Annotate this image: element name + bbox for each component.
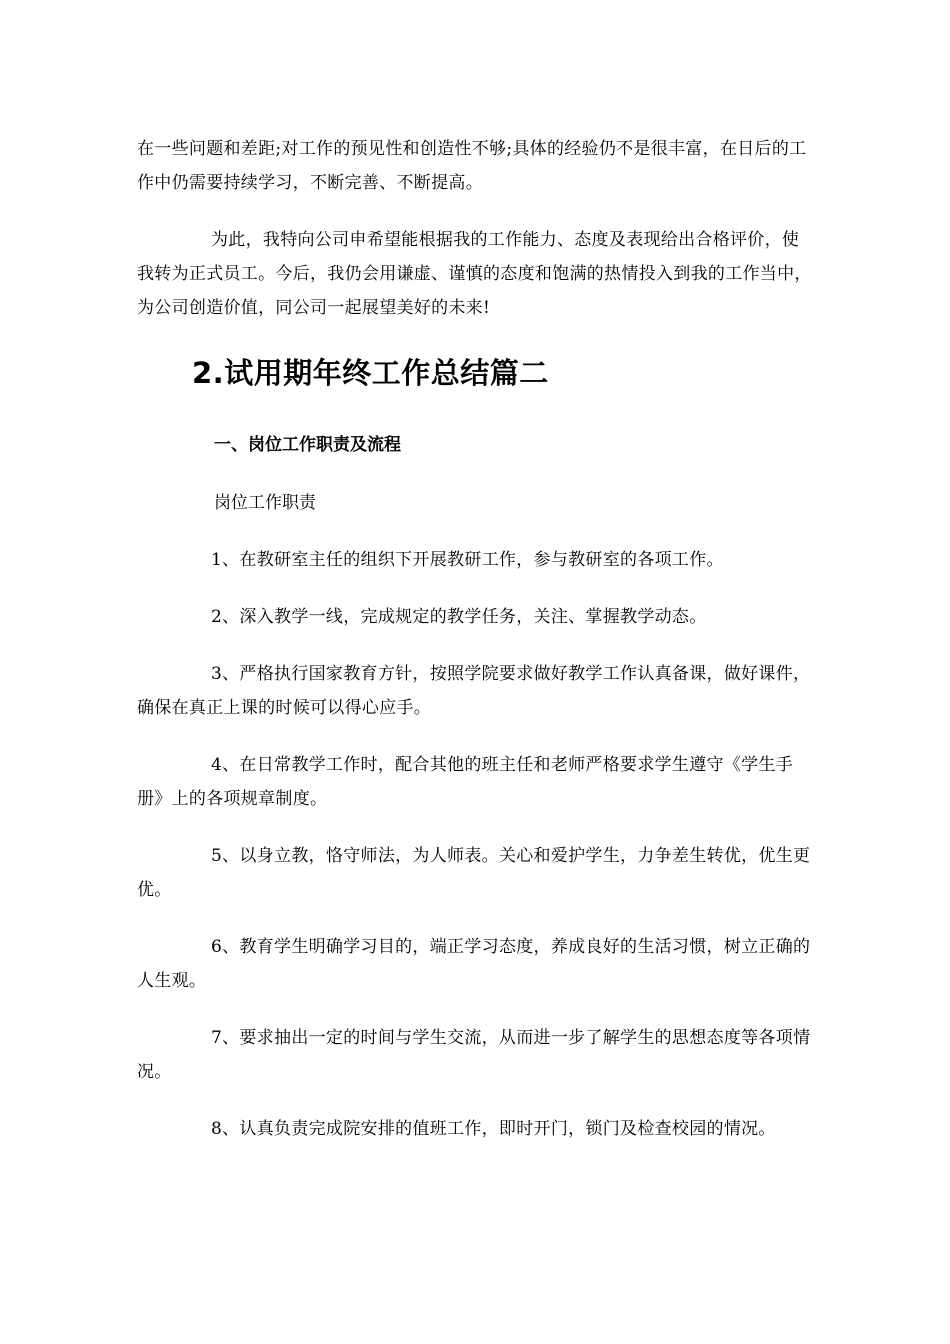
document-body: [137, 132, 813, 1169]
paragraph-request: 为此，我特向公司申希望能根据我的工作能力、态度及表现给出合格评价，使我转为正式员工。今后，我仍会用谦虚、谨慎的态度和饱满的热情投入到我的工作当中，为公司创造价值，同公司一起展望美好的未来!: [137, 230, 812, 318]
list-item: 6、教育学生明确学习目的，端正学习态度，养成良好的生活习惯，树立正确的人生观。: [137, 937, 811, 991]
subheading-duties: 岗位工作职责: [214, 493, 316, 513]
subsection-title: 一、岗位工作职责及流程: [214, 435, 401, 455]
list-item: 1、在教研室主任的组织下开展教研工作，参与教研室的各项工作。: [211, 550, 724, 570]
section-title: 2.试用期年终工作总结篇二: [192, 356, 549, 390]
list-item: 8、认真负责完成院安排的值班工作，即时开门，锁门及检查校园的情况。: [211, 1119, 776, 1139]
list-item: 7、要求抽出一定的时间与学生交流，从而进一步了解学生的思想态度等各项情况。: [137, 1028, 811, 1082]
list-item: 4、在日常教学工作时，配合其他的班主任和老师严格要求学生遵守《学生手册》上的各项规章制度。: [137, 755, 794, 809]
list-item: 2、深入教学一线，完成规定的教学任务，关注、掌握教学动态。: [211, 607, 707, 627]
list-item: 3、严格执行国家教育方针，按照学院要求做好教学工作认真备课，做好课件，确保在真正上课的时候可以得心应手。: [137, 664, 811, 718]
paragraph-continued: 在一些问题和差距;对工作的预见性和创造性不够;具体的经验仍不是很丰富，在日后的工作中仍需要持续学习，不断完善、不断提高。: [137, 139, 807, 193]
list-item: 5、以身立教，恪守师法，为人师表。关心和爱护学生，力争差生转优，优生更优。: [137, 846, 811, 900]
